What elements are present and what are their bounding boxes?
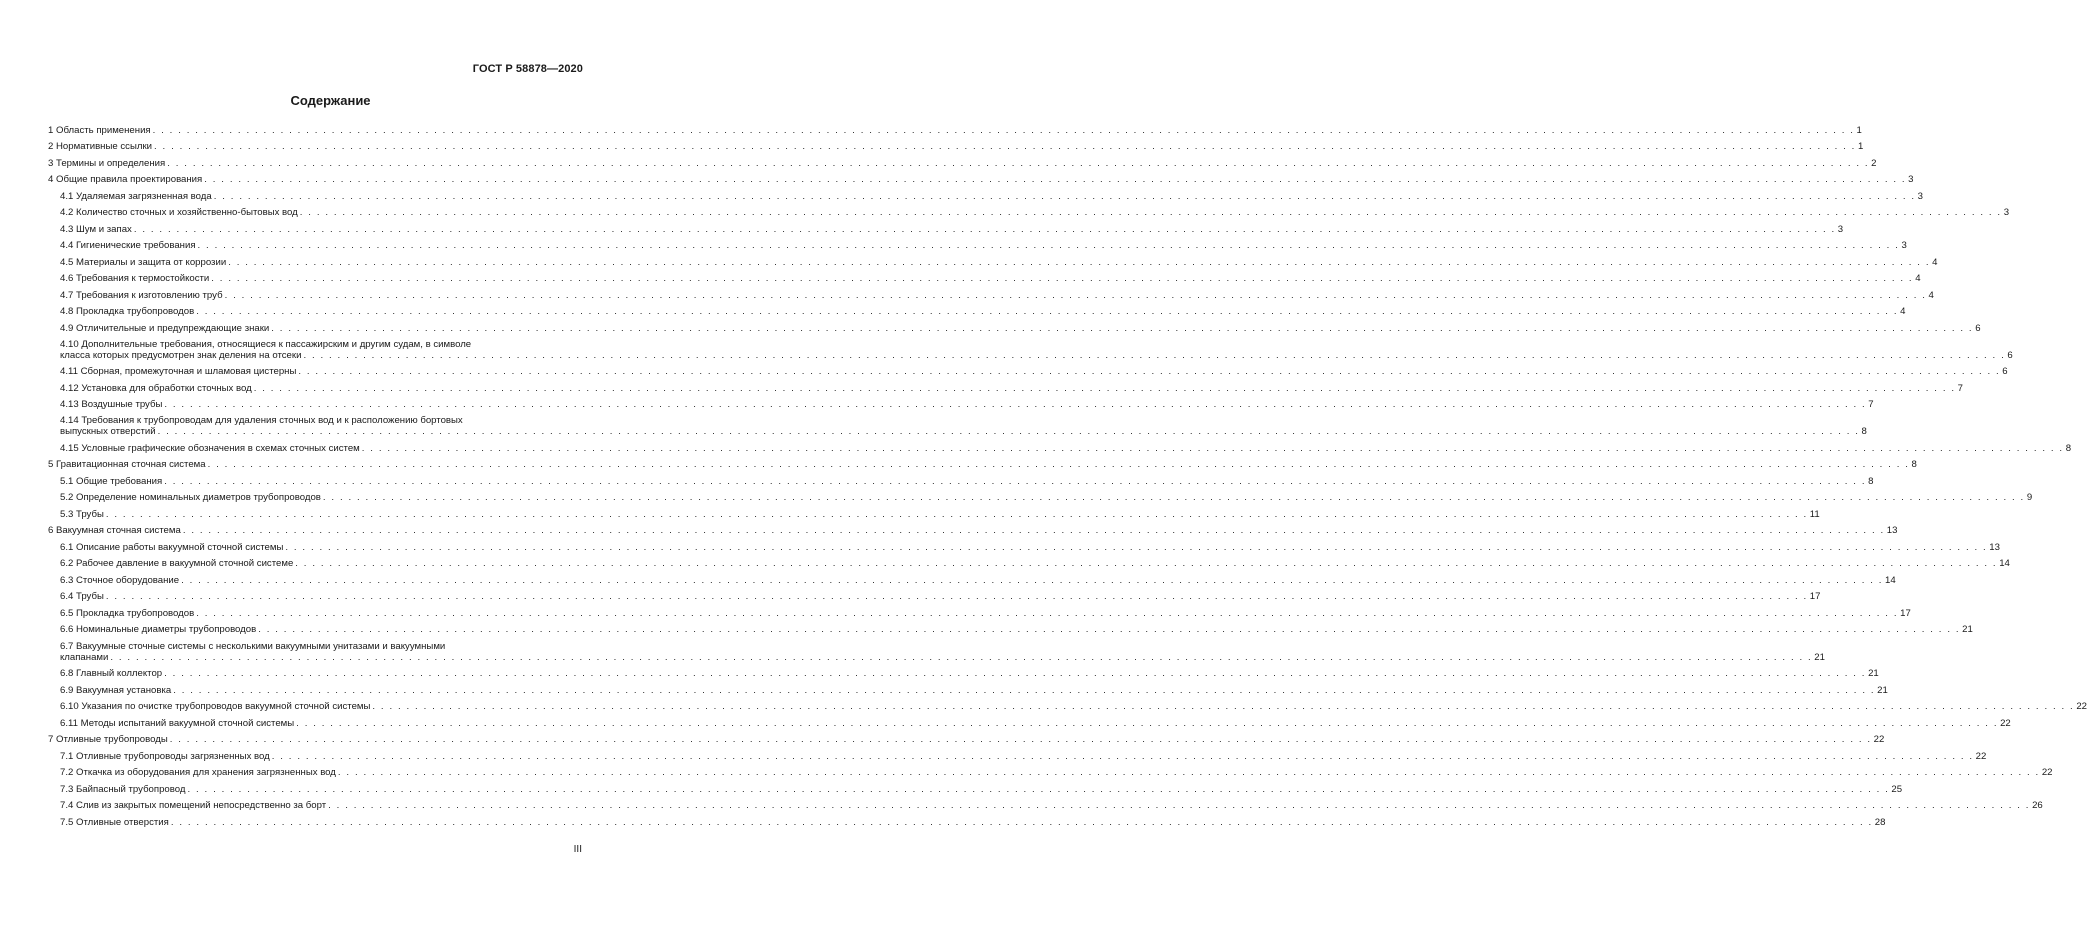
toc-entry[interactable] <box>48 317 1981 334</box>
toc-page-number: 7 <box>1957 382 1963 394</box>
toc-entry[interactable] <box>48 377 1963 394</box>
toc-leader-dots: . . . . . . . . . . . . . . . . . . . . . . . . . . . . . . . . . . . . . . . . . . . . . . . . . . . . . . . . . . . . . . . . . . . . . . . . . . . . . . . . . . . . . . . . . . . . . . . . . . . . . . . . . . . . . . . . . . . . . . . . . . . . . . . . . . . . . . . . . . . . . . . . . . . . . . . . . . . . . . . . . . . . . . . . . . . . . . . . . . . . . . . . . . . . . . . . . . . . . . . . <box>204 174 1907 185</box>
toc-page-number: 22 <box>1873 734 1885 746</box>
toc-leader-dots: . . . . . . . . . . . . . . . . . . . . . . . . . . . . . . . . . . . . . . . . . . . . . . . . . . . . . . . . . . . . . . . . . . . . . . . . . . . . . . . . . . . . . . . . . . . . . . . . . . . . . . . . . . . . . . . . . . . . . . . . . . . . . . . . . . . . . . . . . . . . . . . . . . . . . . . . . . . . . . . . . . . . . . . . . . . . . . . . . . . . . . . . . . . . . . . . . . . . . . . . <box>228 256 1931 268</box>
toc-page-number: 26 <box>2032 800 2043 812</box>
toc-page-number: 8 <box>2065 442 2072 454</box>
toc-leader-dots: . . . . . . . . . . . . . . . . . . . . . . . . . . . . . . . . . . . . . . . . . . . . . . . . . . . . . . . . . . . . . . . . . . . . . . . . . . . . . . . . . . . . . . . . . . . . . . . . . . . . . . . . . . . . . . . . . . . . . . . . . . . . . . . . . . . . . . . . . . . . . . . . . . . . . . . . . . . . . . . . . . . . . . . . . . . . . . . . . . . . . . . . . . . . . . . . . . . . . . . . <box>207 459 1910 471</box>
toc-leader-dots: . . . . . . . . . . . . . . . . . . . . . . . . . . . . . . . . . . . . . . . . . . . . . . . . . . . . . . . . . . . . . . . . . . . . . . . . . . . . . . . . . . . . . . . . . . . . . . . . . . . . . . . . . . . . . . . . . . . . . . . . . . . . . . . . . . . . . . . . . . . . . . . . . . . . . . . . . . . . . . . . . . . . . . . . . . . . . . . . . . . . . . . . . . . . . . . . . . . . . . . . <box>164 399 1867 411</box>
toc-page-number: 3 <box>1837 223 1844 235</box>
toc-page-number: 8 <box>1861 426 1867 438</box>
toc-entry[interactable] <box>48 663 1879 680</box>
toc-entry-label: 4.15 Условные графические обозначения в схемах сточных систем <box>60 442 360 454</box>
toc-entry[interactable] <box>48 762 2053 779</box>
toc-page-number: 22 <box>2000 717 2011 729</box>
toc-page-number: 8 <box>1868 475 1874 487</box>
toc-entry-label-cont: выпускных отверстий <box>60 426 156 438</box>
toc-entry-label: 1 Область применения <box>48 124 151 136</box>
toc-entry-label: 4.1 Удаляемая загрязненная вода <box>60 190 212 202</box>
toc-entry-label: 7.4 Слив из закрытых помещений непосредственно за борт <box>60 800 327 812</box>
toc-entry-label: 6.7 Вакуумные сточные системы с несколькими вакуумными унитазами и вакуумными <box>60 640 446 652</box>
toc-page-number: 3 <box>2003 207 2010 218</box>
toc-page-number: 3 <box>1908 174 1914 185</box>
toc-entry[interactable] <box>48 301 1906 318</box>
toc-entry-label: 4.7 Требования к изготовлению труб <box>60 289 223 301</box>
toc-entry[interactable] <box>48 410 1867 438</box>
toc-entry-label: 5.1 Общие требования <box>60 475 163 487</box>
toc-leader-dots: . . . . . . . . . . . . . . . . . . . . . . . . . . . . . . . . . . . . . . . . . . . . . . . . . . . . . . . . . . . . . . . . . . . . . . . . . . . . . . . . . . . . . . . . . . . . . . . . . . . . . . . . . . . . . . . . . . . . . . . . . . . . . . . . . . . . . . . . . . . . . . . . . . . . . . . . . . . . . . . . . . . . . . . . . . . . . . . . . . . . . . . . . . . . . . . . . . . . . . . . <box>196 306 1899 317</box>
toc-entry-label: 6.9 Вакуумная установка <box>60 684 172 696</box>
toc-page-number: 13 <box>1989 541 2000 553</box>
toc-entry[interactable] <box>48 235 1907 252</box>
toc-entry[interactable] <box>48 586 1821 603</box>
toc-entry-label: 7.5 Отливные отверстия <box>60 816 169 828</box>
toc-entry[interactable] <box>48 619 1973 636</box>
toc-entry-label: 4.14 Требования к трубопроводам для удаления сточных вод и к расположению бортовых <box>60 415 463 427</box>
toc-page-number: 6 <box>1975 322 1981 334</box>
toc-entry[interactable] <box>48 202 2010 219</box>
toc-entry[interactable] <box>48 778 1903 795</box>
toc-page-number: 8 <box>1911 459 1917 471</box>
toc-leader-dots: . . . . . . . . . . . . . . . . . . . . . . . . . . . . . . . . . . . . . . . . . . . . . . . . . . . . . . . . . . . . . . . . . . . . . . . . . . . . . . . . . . . . . . . . . . . . . . . . . . . . . . . . . . . . . . . . . . . . . . . . . . . . . . . . . . . . . . . . . . . . . . . . . . . . . . . . . . . . . . . . . . . . . . . . . . . . . . . . . . . . . . . . . . . . . . . . . . . . . . . . <box>361 442 2064 454</box>
toc-page-number: 22 <box>2041 767 2053 779</box>
toc-entry-label: 6.1 Описание работы вакуумной сточной системы <box>60 541 284 553</box>
toc-entry-label: 4.12 Установка для обработки сточных вод <box>60 382 252 394</box>
toc-page-number: 22 <box>1975 750 1987 762</box>
toc-entry[interactable] <box>48 394 1874 411</box>
toc-leader-dots: . . . . . . . . . . . . . . . . . . . . . . . . . . . . . . . . . . . . . . . . . . . . . . . . . . . . . . . . . . . . . . . . . . . . . . . . . . . . . . . . . . . . . . . . . . . . . . . . . . . . . . . . . . . . . . . . . . . . . . . . . . . . . . . . . . . . . . . . . . . . . . . . . . . . . . . . . . . . . . . . . . . . . . . . . . . . . . . . . . . . . . . . . . . . . . . . . . . . . . . . <box>169 734 1872 746</box>
toc-entry[interactable] <box>48 251 1938 268</box>
toc-leader-dots: . . . . . . . . . . . . . . . . . . . . . . . . . . . . . . . . . . . . . . . . . . . . . . . . . . . . . . . . . . . . . . . . . . . . . . . . . . . . . . . . . . . . . . . . . . . . . . . . . . . . . . . . . . . . . . . . . . . . . . . . . . . . . . . . . . . . . . . . . . . . . . . . . . . . . . . . . . . . . . . . . . . . . . . . . . . . . . . . . . . . . . . . . . . . . . . . . . . . . . . . <box>154 141 1856 152</box>
toc-page-number: 3 <box>1901 240 1907 251</box>
toc-entry[interactable] <box>48 520 1898 537</box>
toc-entry-label: 4.10 Дополнительные требования, относящиеся к пассажирским и другим судам, в символе <box>60 338 472 350</box>
toc-leader-dots: . . . . . . . . . . . . . . . . . . . . . . . . . . . . . . . . . . . . . . . . . . . . . . . . . . . . . . . . . . . . . . . . . . . . . . . . . . . . . . . . . . . . . . . . . . . . . . . . . . . . . . . . . . . . . . . . . . . . . . . . . . . . . . . . . . . . . . . . . . . . . . . . . . . . . . . . . . . . . . . . . . . . . . . . . . . . . . . . . . . . . . . . . . . . . . . . . . . . . . . . <box>296 717 1999 729</box>
toc-entry[interactable] <box>48 169 1914 186</box>
toc-entry-label: 6 Вакуумная сточная система <box>48 525 181 537</box>
toc-page-number: 17 <box>1900 607 1911 619</box>
toc-page-number: 2 <box>1871 157 1877 169</box>
toc-leader-dots: . . . . . . . . . . . . . . . . . . . . . . . . . . . . . . . . . . . . . . . . . . . . . . . . . . . . . . . . . . . . . . . . . . . . . . . . . . . . . . . . . . . . . . . . . . . . . . . . . . . . . . . . . . . . . . . . . . . . . . . . . . . . . . . . . . . . . . . . . . . . . . . . . . . . . . . . . . . . . . . . . . . . . . . . . . . . . . . . . . . . . . . . . . . . . . . . . . . . . . . . <box>372 701 2075 713</box>
toc-page-number: 25 <box>1891 783 1903 795</box>
toc-entry-label: 4 Общие правила проектирования <box>48 174 203 185</box>
toc-entry-label: 4.5 Материалы и защита от коррозии <box>60 256 227 268</box>
toc-leader-dots: . . . . . . . . . . . . . . . . . . . . . . . . . . . . . . . . . . . . . . . . . . . . . . . . . . . . . . . . . . . . . . . . . . . . . . . . . . . . . . . . . . . . . . . . . . . . . . . . . . . . . . . . . . . . . . . . . . . . . . . . . . . . . . . . . . . . . . . . . . . . . . . . . . . . . . . . . . . . . . . . . . . . . . . . . . . . . . . . . . . . . . . . . . . . . . . . . . . . . . . . <box>164 475 1867 487</box>
toc-leader-dots: . . . . . . . . . . . . . . . . . . . . . . . . . . . . . . . . . . . . . . . . . . . . . . . . . . . . . . . . . . . . . . . . . . . . . . . . . . . . . . . . . . . . . . . . . . . . . . . . . . . . . . . . . . . . . . . . . . . . . . . . . . . . . . . . . . . . . . . . . . . . . . . . . . . . . . . . . . . . . . . . . . . . . . . . . . . . . . . . . . . . . . . . . . . . . . . . . . . . . . . . <box>271 322 1974 334</box>
toc-leader-dots: . . . . . . . . . . . . . . . . . . . . . . . . . . . . . . . . . . . . . . . . . . . . . . . . . . . . . . . . . . . . . . . . . . . . . . . . . . . . . . . . . . . . . . . . . . . . . . . . . . . . . . . . . . . . . . . . . . . . . . . . . . . . . . . . . . . . . . . . . . . . . . . . . . . . . . . . . . . . . . . . . . . . . . . . . . . . . . . . . . . . . . . . . . . . . . . . . . . . . . . . <box>258 624 1961 636</box>
toc-entry-label: 6.2 Рабочее давление в вакуумной сточной системе <box>60 558 294 570</box>
page-number: III <box>573 844 582 855</box>
toc-entry-text <box>60 338 2013 361</box>
toc-entry[interactable] <box>48 795 2043 812</box>
toc-leader-dots: . . . . . . . . . . . . . . . . . . . . . . . . . . . . . . . . . . . . . . . . . . . . . . . . . . . . . . . . . . . . . . . . . . . . . . . . . . . . . . . . . . . . . . . . . . . . . . . . . . . . . . . . . . . . . . . . . . . . . . . . . . . . . . . . . . . . . . . . . . . . . . . . . . . . . . . . . . . . . . . . . . . . . . . . . . . . . . . . . . . . . . . . . . . . . . . . . . . . . . . . <box>211 273 1914 284</box>
toc-title: Содержание <box>290 93 371 108</box>
toc-page-number: 11 <box>1809 508 1820 520</box>
toc-entry-text <box>60 640 1825 663</box>
toc-entry[interactable] <box>48 553 2010 570</box>
toc-entry-label: 6.5 Прокладка трубопроводов <box>60 607 195 619</box>
toc-entry-label: 4.2 Количество сточных и хозяйственно-бытовых вод <box>60 207 298 218</box>
toc-leader-dots: . . . . . . . . . . . . . . . . . . . . . . . . . . . . . . . . . . . . . . . . . . . . . . . . . . . . . . . . . . . . . . . . . . . . . . . . . . . . . . . . . . . . . . . . . . . . . . . . . . . . . . . . . . . . . . . . . . . . . . . . . . . . . . . . . . . . . . . . . . . . . . . . . . . . . . . . . . . . . . . . . . . . . . . . . . . . . . . . . . . . . . . . . . . . . . . . . . . . . . . . <box>224 289 1927 301</box>
toc-entry[interactable] <box>48 334 2013 361</box>
toc-entry-label: 6.3 Сточное оборудование <box>60 574 180 586</box>
toc-entry[interactable] <box>48 136 1864 153</box>
toc-entry[interactable] <box>48 536 2000 553</box>
table-of-contents <box>48 119 2087 828</box>
toc-entry-label: 7.3 Байпасный трубопровод <box>60 783 186 795</box>
toc-entry[interactable] <box>48 729 1885 746</box>
toc-leader-dots: . . . . . . . . . . . . . . . . . . . . . . . . . . . . . . . . . . . . . . . . . . . . . . . . . . . . . . . . . . . . . . . . . . . . . . . . . . . . . . . . . . . . . . . . . . . . . . . . . . . . . . . . . . . . . . . . . . . . . . . . . . . . . . . . . . . . . . . . . . . . . . . . . . . . . . . . . . . . . . . . . . . . . . . . . . . . . . . . . . . . . . . . . . . . . . . . . . . . . . . . <box>133 223 1836 235</box>
toc-leader-dots: . . . . . . . . . . . . . . . . . . . . . . . . . . . . . . . . . . . . . . . . . . . . . . . . . . . . . . . . . . . . . . . . . . . . . . . . . . . . . . . . . . . . . . . . . . . . . . . . . . . . . . . . . . . . . . . . . . . . . . . . . . . . . . . . . . . . . . . . . . . . . . . . . . . . . . . . . . . . . . . . . . . . . . . . . . . . . . . . . . . . . . . . . . . . . . . . . . . . . . . . <box>197 240 1900 251</box>
toc-page-number: 21 <box>1814 651 1825 663</box>
toc-page-number: 21 <box>1868 668 1879 680</box>
toc-leader-dots: . . . . . . . . . . . . . . . . . . . . . . . . . . . . . . . . . . . . . . . . . . . . . . . . . . . . . . . . . . . . . . . . . . . . . . . . . . . . . . . . . . . . . . . . . . . . . . . . . . . . . . . . . . . . . . . . . . . . . . . . . . . . . . . . . . . . . . . . . . . . . . . . . . . . . . . . . . . . . . . . . . . . . . . . . . . . . . . . . . . . . . . . . . . . . . . . . . . . . . . . <box>187 783 1890 795</box>
toc-entry-label: 6.10 Указания по очистке трубопроводов вакуумной сточной системы <box>60 701 371 713</box>
toc-leader-dots: . . . . . . . . . . . . . . . . . . . . . . . . . . . . . . . . . . . . . . . . . . . . . . . . . . . . . . . . . . . . . . . . . . . . . . . . . . . . . . . . . . . . . . . . . . . . . . . . . . . . . . . . . . . . . . . . . . . . . . . . . . . . . . . . . . . . . . . . . . . . . . . . . . . . . . . . . . . . . . . . . . . . . . . . . . . . . . . . . . . . . . . . . . . . . . . . . . . . . . . . <box>337 767 2040 779</box>
toc-page-number: 4 <box>1928 289 1934 301</box>
toc-leader-dots: . . . . . . . . . . . . . . . . . . . . . . . . . . . . . . . . . . . . . . . . . . . . . . . . . . . . . . . . . . . . . . . . . . . . . . . . . . . . . . . . . . . . . . . . . . . . . . . . . . . . . . . . . . . . . . . . . . . . . . . . . . . . . . . . . . . . . . . . . . . . . . . . . . . . . . . . . . . . . . . . . . . . . . . . . . . . . . . . . . . . . . . . . . . . . . . . . . . . . . . . <box>253 382 1956 394</box>
toc-page-number: 1 <box>1857 141 1864 152</box>
toc-page-number: 13 <box>1886 525 1898 537</box>
toc-entry[interactable] <box>48 487 2033 504</box>
toc-entry[interactable] <box>48 602 1911 619</box>
toc-leader-dots: . . . . . . . . . . . . . . . . . . . . . . . . . . . . . . . . . . . . . . . . . . . . . . . . . . . . . . . . . . . . . . . . . . . . . . . . . . . . . . . . . . . . . . . . . . . . . . . . . . . . . . . . . . . . . . . . . . . . . . . . . . . . . . . . . . . . . . . . . . . . . . . . . . . . . . . . . . . . . . . . . . . . . . . . . . . . . . . . . . . . . . . . . . . . . . . . . . . . . . . . <box>322 492 2025 504</box>
toc-leader-dots: . . . . . . . . . . . . . . . . . . . . . . . . . . . . . . . . . . . . . . . . . . . . . . . . . . . . . . . . . . . . . . . . . . . . . . . . . . . . . . . . . . . . . . . . . . . . . . . . . . . . . . . . . . . . . . . . . . . . . . . . . . . . . . . . . . . . . . . . . . . . . . . . . . . . . . . . . . . . . . . . . . . . . . . . . . . . . . . . . . . . . . . . . . . . . . . . . . . . . . . . <box>298 366 2001 378</box>
toc-entry[interactable] <box>48 152 1877 169</box>
toc-entry-label: 7 Отливные трубопроводы <box>48 734 168 746</box>
toc-page-number: 22 <box>2076 701 2087 713</box>
toc-entry-label: 4.6 Требования к термостойкости <box>60 273 210 284</box>
toc-leader-dots: . . . . . . . . . . . . . . . . . . . . . . . . . . . . . . . . . . . . . . . . . . . . . . . . . . . . . . . . . . . . . . . . . . . . . . . . . . . . . . . . . . . . . . . . . . . . . . . . . . . . . . . . . . . . . . . . . . . . . . . . . . . . . . . . . . . . . . . . . . . . . . . . . . . . . . . . . . . . . . . . . . . . . . . . . . . . . . . . . . . . . . . . . . . . . . . . . . . . . . . . <box>299 207 2002 218</box>
toc-entry-label: 5.2 Определение номинальных диаметров трубопроводов <box>60 492 321 504</box>
toc-leader-dots: . . . . . . . . . . . . . . . . . . . . . . . . . . . . . . . . . . . . . . . . . . . . . . . . . . . . . . . . . . . . . . . . . . . . . . . . . . . . . . . . . . . . . . . . . . . . . . . . . . . . . . . . . . . . . . . . . . . . . . . . . . . . . . . . . . . . . . . . . . . . . . . . . . . . . . . . . . . . . . . . . . . . . . . . . . . . . . . . . . . . . . . . . . . . . . . . . . . . . . . . <box>110 651 1813 663</box>
toc-leader-dots: . . . . . . . . . . . . . . . . . . . . . . . . . . . . . . . . . . . . . . . . . . . . . . . . . . . . . . . . . . . . . . . . . . . . . . . . . . . . . . . . . . . . . . . . . . . . . . . . . . . . . . . . . . . . . . . . . . . . . . . . . . . . . . . . . . . . . . . . . . . . . . . . . . . . . . . . . . . . . . . . . . . . . . . . . . . . . . . . . . . . . . . . . . . . . . . . . . . . . . . . <box>285 541 1988 553</box>
toc-page-number: 21 <box>1877 684 1888 696</box>
toc-entry-label: 4.13 Воздушные трубы <box>60 399 163 411</box>
toc-leader-dots: . . . . . . . . . . . . . . . . . . . . . . . . . . . . . . . . . . . . . . . . . . . . . . . . . . . . . . . . . . . . . . . . . . . . . . . . . . . . . . . . . . . . . . . . . . . . . . . . . . . . . . . . . . . . . . . . . . . . . . . . . . . . . . . . . . . . . . . . . . . . . . . . . . . . . . . . . . . . . . . . . . . . . . . . . . . . . . . . . . . . . . . . . . . . . . . . . . . . . . . . <box>328 800 2031 812</box>
toc-page-number: 4 <box>1915 273 1921 284</box>
toc-entry[interactable] <box>48 635 1825 663</box>
toc-leader-dots: . . . . . . . . . . . . . . . . . . . . . . . . . . . . . . . . . . . . . . . . . . . . . . . . . . . . . . . . . . . . . . . . . . . . . . . . . . . . . . . . . . . . . . . . . . . . . . . . . . . . . . . . . . . . . . . . . . . . . . . . . . . . . . . . . . . . . . . . . . . . . . . . . . . . . . . . . . . . . . . . . . . . . . . . . . . . . . . . . . . . . . . . . . . . . . . . . . . . . . . . <box>181 574 1884 586</box>
toc-entry-text <box>60 415 1867 438</box>
toc-entry[interactable] <box>48 268 1921 285</box>
toc-entry-label: 7.2 Откачка из оборудования для хранения загрязненных вод <box>60 767 336 779</box>
toc-entry[interactable] <box>48 503 1820 520</box>
toc-entry[interactable] <box>48 284 1934 301</box>
toc-leader-dots: . . . . . . . . . . . . . . . . . . . . . . . . . . . . . . . . . . . . . . . . . . . . . . . . . . . . . . . . . . . . . . . . . . . . . . . . . . . . . . . . . . . . . . . . . . . . . . . . . . . . . . . . . . . . . . . . . . . . . . . . . . . . . . . . . . . . . . . . . . . . . . . . . . . . . . . . . . . . . . . . . . . . . . . . . . . . . . . . . . . . . . . . . . . . . . . . . . . . . . . . <box>182 525 1885 537</box>
toc-entry[interactable] <box>48 119 1862 136</box>
toc-entry-label: 6.11 Методы испытаний вакуумной сточной системы <box>60 717 295 729</box>
toc-entry-label: 4.9 Отличительные и предупреждающие знаки <box>60 322 270 334</box>
toc-leader-dots: . . . . . . . . . . . . . . . . . . . . . . . . . . . . . . . . . . . . . . . . . . . . . . . . . . . . . . . . . . . . . . . . . . . . . . . . . . . . . . . . . . . . . . . . . . . . . . . . . . . . . . . . . . . . . . . . . . . . . . . . . . . . . . . . . . . . . . . . . . . . . . . . . . . . . . . . . . . . . . . . . . . . . . . . . . . . . . . . . . . . . . . . . . . . . . . . . . . . . . . . <box>173 684 1876 696</box>
toc-entry[interactable] <box>48 569 1896 586</box>
toc-leader-dots: . . . . . . . . . . . . . . . . . . . . . . . . . . . . . . . . . . . . . . . . . . . . . . . . . . . . . . . . . . . . . . . . . . . . . . . . . . . . . . . . . . . . . . . . . . . . . . . . . . . . . . . . . . . . . . . . . . . . . . . . . . . . . . . . . . . . . . . . . . . . . . . . . . . . . . . . . . . . . . . . . . . . . . . . . . . . . . . . . . . . . . . . . . . . . . . . . . . . . . . . <box>303 349 2006 361</box>
toc-entry[interactable] <box>48 696 2087 713</box>
toc-entry-label-cont: клапанами <box>60 651 109 663</box>
toc-entry-label: 6.4 Трубы <box>60 591 104 603</box>
toc-page-number: 21 <box>1962 624 1973 636</box>
toc-leader-dots: . . . . . . . . . . . . . . . . . . . . . . . . . . . . . . . . . . . . . . . . . . . . . . . . . . . . . . . . . . . . . . . . . . . . . . . . . . . . . . . . . . . . . . . . . . . . . . . . . . . . . . . . . . . . . . . . . . . . . . . . . . . . . . . . . . . . . . . . . . . . . . . . . . . . . . . . . . . . . . . . . . . . . . . . . . . . . . . . . . . . . . . . . . . . . . . . . . . . . . . . <box>157 426 1860 438</box>
toc-entry[interactable] <box>48 218 1844 235</box>
toc-entry-label: 5 Гравитационная сточная система <box>48 459 206 471</box>
toc-entry-label: 2 Нормативные ссылки <box>48 141 153 152</box>
toc-page-number: 3 <box>1917 190 1923 202</box>
toc-entry-label: 4.4 Гигиенические требования <box>60 240 196 251</box>
toc-entry[interactable] <box>48 454 1917 471</box>
toc-page-number: 7 <box>1868 399 1874 411</box>
toc-entry-label-cont: класса которых предусмотрен знак деления на отсеки <box>60 349 302 361</box>
toc-entry[interactable] <box>48 437 2072 454</box>
toc-leader-dots: . . . . . . . . . . . . . . . . . . . . . . . . . . . . . . . . . . . . . . . . . . . . . . . . . . . . . . . . . . . . . . . . . . . . . . . . . . . . . . . . . . . . . . . . . . . . . . . . . . . . . . . . . . . . . . . . . . . . . . . . . . . . . . . . . . . . . . . . . . . . . . . . . . . . . . . . . . . . . . . . . . . . . . . . . . . . . . . . . . . . . . . . . . . . . . . . . . . . . . . . <box>164 668 1867 680</box>
toc-leader-dots: . . . . . . . . . . . . . . . . . . . . . . . . . . . . . . . . . . . . . . . . . . . . . . . . . . . . . . . . . . . . . . . . . . . . . . . . . . . . . . . . . . . . . . . . . . . . . . . . . . . . . . . . . . . . . . . . . . . . . . . . . . . . . . . . . . . . . . . . . . . . . . . . . . . . . . . . . . . . . . . . . . . . . . . . . . . . . . . . . . . . . . . . . . . . . . . . . . . . . . . . <box>196 607 1899 619</box>
toc-entry-label: 4.8 Прокладка трубопроводов <box>60 306 195 317</box>
toc-page-number: 6 <box>2007 349 2013 361</box>
toc-leader-dots: . . . . . . . . . . . . . . . . . . . . . . . . . . . . . . . . . . . . . . . . . . . . . . . . . . . . . . . . . . . . . . . . . . . . . . . . . . . . . . . . . . . . . . . . . . . . . . . . . . . . . . . . . . . . . . . . . . . . . . . . . . . . . . . . . . . . . . . . . . . . . . . . . . . . . . . . . . . . . . . . . . . . . . . . . . . . . . . . . . . . . . . . . . . . . . . . . . . . . . . . <box>295 558 1998 570</box>
toc-page-number: 1 <box>1856 124 1862 136</box>
toc-entry[interactable] <box>48 185 1923 202</box>
toc-entry[interactable] <box>48 470 1874 487</box>
toc-leader-dots: . . . . . . . . . . . . . . . . . . . . . . . . . . . . . . . . . . . . . . . . . . . . . . . . . . . . . . . . . . . . . . . . . . . . . . . . . . . . . . . . . . . . . . . . . . . . . . . . . . . . . . . . . . . . . . . . . . . . . . . . . . . . . . . . . . . . . . . . . . . . . . . . . . . . . . . . . . . . . . . . . . . . . . . . . . . . . . . . . . . . . . . . . . . . . . . . . . . . . . . . <box>213 190 1916 202</box>
toc-entry[interactable] <box>48 745 1987 762</box>
toc-page-number: 14 <box>1999 558 2010 570</box>
toc-entry-label: 6.8 Главный коллектор <box>60 668 163 680</box>
toc-leader-dots: . . . . . . . . . . . . . . . . . . . . . . . . . . . . . . . . . . . . . . . . . . . . . . . . . . . . . . . . . . . . . . . . . . . . . . . . . . . . . . . . . . . . . . . . . . . . . . . . . . . . . . . . . . . . . . . . . . . . . . . . . . . . . . . . . . . . . . . . . . . . . . . . . . . . . . . . . . . . . . . . . . . . . . . . . . . . . . . . . . . . . . . . . . . . . . . . . . . . . . . . <box>105 591 1808 603</box>
standard-code: ГОСТ Р 58878—2020 <box>472 63 583 75</box>
toc-page-number: 4 <box>1900 306 1906 317</box>
toc-entry[interactable] <box>48 361 2008 378</box>
toc-page-number: 28 <box>1874 816 1886 828</box>
toc-leader-dots: . . . . . . . . . . . . . . . . . . . . . . . . . . . . . . . . . . . . . . . . . . . . . . . . . . . . . . . . . . . . . . . . . . . . . . . . . . . . . . . . . . . . . . . . . . . . . . . . . . . . . . . . . . . . . . . . . . . . . . . . . . . . . . . . . . . . . . . . . . . . . . . . . . . . . . . . . . . . . . . . . . . . . . . . . . . . . . . . . . . . . . . . . . . . . . . . . . . . . . . . <box>167 157 1870 169</box>
toc-leader-dots: . . . . . . . . . . . . . . . . . . . . . . . . . . . . . . . . . . . . . . . . . . . . . . . . . . . . . . . . . . . . . . . . . . . . . . . . . . . . . . . . . . . . . . . . . . . . . . . . . . . . . . . . . . . . . . . . . . . . . . . . . . . . . . . . . . . . . . . . . . . . . . . . . . . . . . . . . . . . . . . . . . . . . . . . . . . . . . . . . . . . . . . . . . . . . . . . . . . . . . . . <box>105 508 1808 520</box>
toc-entry[interactable] <box>48 679 1888 696</box>
toc-leader-dots: . . . . . . . . . . . . . . . . . . . . . . . . . . . . . . . . . . . . . . . . . . . . . . . . . . . . . . . . . . . . . . . . . . . . . . . . . . . . . . . . . . . . . . . . . . . . . . . . . . . . . . . . . . . . . . . . . . . . . . . . . . . . . . . . . . . . . . . . . . . . . . . . . . . . . . . . . . . . . . . . . . . . . . . . . . . . . . . . . . . . . . . . . . . . . . . . . . . . . . . . <box>152 124 1855 136</box>
toc-entry-label: 4.11 Сборная, промежуточная и шламовая цистерны <box>60 366 297 378</box>
toc-entry[interactable] <box>48 712 2011 729</box>
toc-page-number: 9 <box>2026 492 2033 504</box>
toc-entry-label: 4.3 Шум и запах <box>60 223 132 235</box>
toc-page-number: 14 <box>1885 574 1896 586</box>
toc-entry[interactable] <box>48 811 1886 828</box>
toc-page-number: 6 <box>2002 366 2008 378</box>
toc-entry-label: 6.6 Номинальные диаметры трубопроводов <box>60 624 257 636</box>
toc-entry-label: 3 Термины и определения <box>48 157 166 169</box>
toc-page-number: 17 <box>1809 591 1821 603</box>
toc-entry-label: 7.1 Отливные трубопроводы загрязненных вод <box>60 750 270 762</box>
toc-leader-dots: . . . . . . . . . . . . . . . . . . . . . . . . . . . . . . . . . . . . . . . . . . . . . . . . . . . . . . . . . . . . . . . . . . . . . . . . . . . . . . . . . . . . . . . . . . . . . . . . . . . . . . . . . . . . . . . . . . . . . . . . . . . . . . . . . . . . . . . . . . . . . . . . . . . . . . . . . . . . . . . . . . . . . . . . . . . . . . . . . . . . . . . . . . . . . . . . . . . . . . . . <box>170 816 1873 828</box>
toc-leader-dots: . . . . . . . . . . . . . . . . . . . . . . . . . . . . . . . . . . . . . . . . . . . . . . . . . . . . . . . . . . . . . . . . . . . . . . . . . . . . . . . . . . . . . . . . . . . . . . . . . . . . . . . . . . . . . . . . . . . . . . . . . . . . . . . . . . . . . . . . . . . . . . . . . . . . . . . . . . . . . . . . . . . . . . . . . . . . . . . . . . . . . . . . . . . . . . . . . . . . . . . . <box>271 750 1974 762</box>
toc-entry-label: 5.3 Трубы <box>60 508 104 520</box>
toc-page-number: 4 <box>1932 256 1938 268</box>
